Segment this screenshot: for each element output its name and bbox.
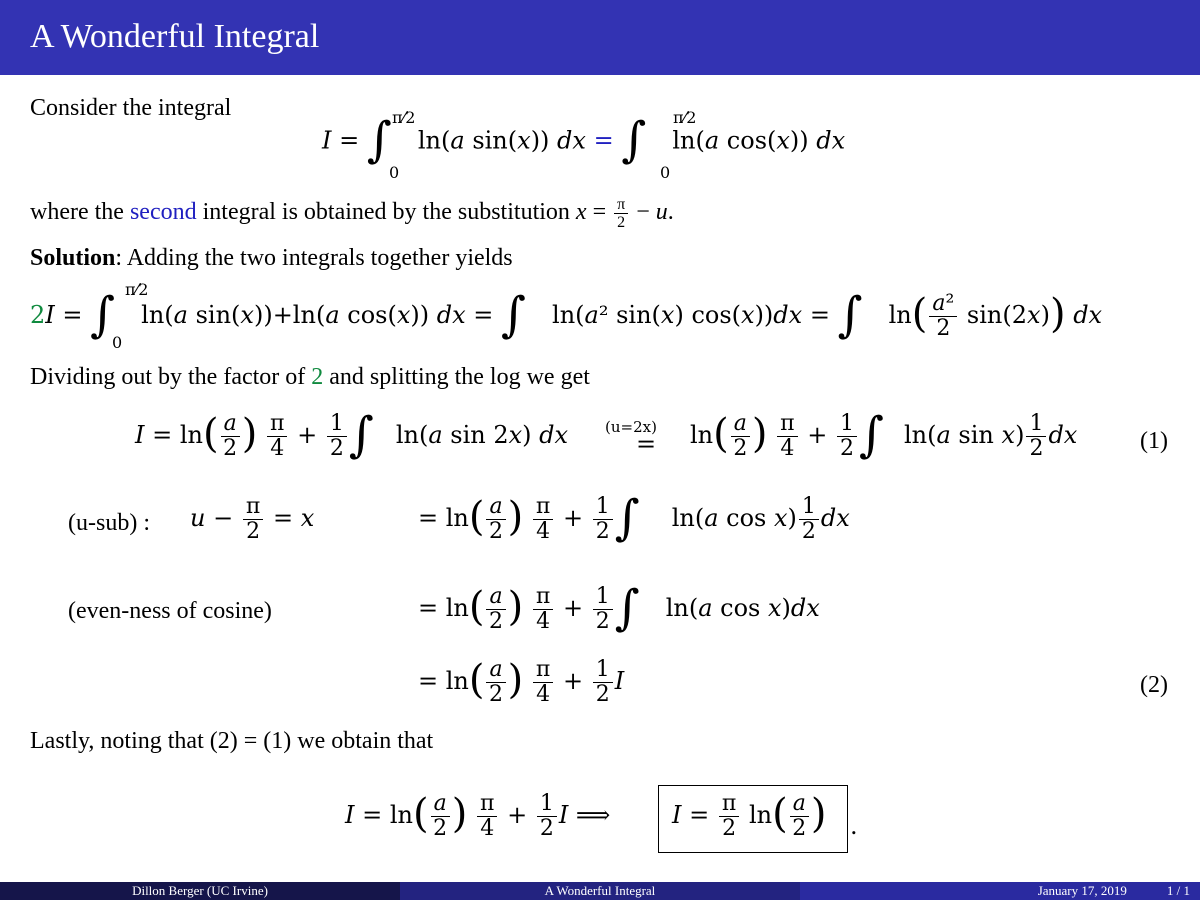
slide-header: [0, 0, 1200, 75]
footer-date-page: [800, 882, 1200, 900]
usub-annotation: (u=2x): [605, 418, 657, 436]
equals-sign: =: [636, 430, 657, 458]
evenness-label: (even-ness of cosine): [68, 598, 272, 624]
lower-limit: 0: [660, 163, 671, 182]
equation-line-1: I = ln( $\frac{a}{2}$ ) $\frac{\pi}{4}$ + $\frac{1}{2}$ ∫ ln(a sin 2x) dx: [135, 406, 569, 463]
footer-date: January 17, 2019: [1037, 883, 1127, 898]
usub-equation: u − $\frac{\pi}{2}$ = x: [190, 494, 315, 544]
equation-tag-2: (2): [1140, 672, 1168, 698]
period: .: [850, 812, 858, 840]
footer-page: 1 / 1: [1166, 883, 1190, 898]
lower-limit: 0: [112, 333, 123, 352]
equation-definition: I = ∫ ln(a sin(x)) dx = ∫ ln(a cos(x)) dx: [322, 112, 846, 168]
equation-line-3: = ln( $\frac{a}{2}$ ) $\frac{\pi}{4}$ + $\frac{1}{2}$ ∫ ln(a cos x)dx: [418, 579, 820, 636]
final-equation: I = ln( $\frac{a}{2}$ ) $\frac{\pi}{4}$ + $\frac{1}{2}$ I ⟹: [345, 790, 611, 841]
upper-limit: π⁄2: [125, 280, 149, 299]
footer-title: A Wonderful Integral: [400, 882, 800, 900]
equation-tag-1: (1): [1140, 428, 1168, 454]
upper-limit: π⁄2: [392, 108, 416, 127]
dividing-text: Dividing out by the factor of 2 and splitting the log we get: [30, 364, 590, 390]
footer-author: Dillon Berger (UC Irvine): [0, 882, 400, 900]
conclusion-text: Lastly, noting that (2) = (1) we obtain that: [30, 728, 434, 754]
boxed-result: I = $\frac{\pi}{2}$ ln( $\frac{a}{2}$ ): [672, 790, 827, 841]
equation-sum: 2I = ∫ ln(a sin(x))+ln(a cos(x)) dx = ∫ ln(a² sin(x) cos(x))dx = ∫ ln( $\frac{\text{a²}}{2}$ sin(2x)) dx: [30, 286, 1103, 343]
slide-title: A Wonderful Integral: [30, 18, 320, 55]
substitution-text: where the second integral is obtained by the substitution x = $\frac{\pi}{2}$ − u.: [30, 196, 674, 231]
equation-line-1b: ln( $\frac{a}{2}$ ) $\frac{\pi}{4}$ + $\frac{1}{2}$ ∫ ln(a sin x) $\frac{1}{2}$ dx: [690, 406, 1078, 463]
lower-limit: 0: [389, 163, 400, 182]
solution-text: Solution: Adding the two integrals together yields: [30, 245, 513, 271]
slide-footer: [0, 882, 1200, 900]
usub-label: (u-sub) :: [68, 510, 150, 536]
intro-text: Consider the integral: [30, 95, 232, 121]
equation-line-2: = ln( $\frac{a}{2}$ ) $\frac{\pi}{4}$ + $\frac{1}{2}$ ∫ ln(a cos x) $\frac{1}{2}$ dx: [418, 489, 850, 546]
equation-line-4: = ln( $\frac{a}{2}$ ) $\frac{\pi}{4}$ + $\frac{1}{2}$ I: [418, 656, 625, 707]
upper-limit: π⁄2: [673, 108, 697, 127]
